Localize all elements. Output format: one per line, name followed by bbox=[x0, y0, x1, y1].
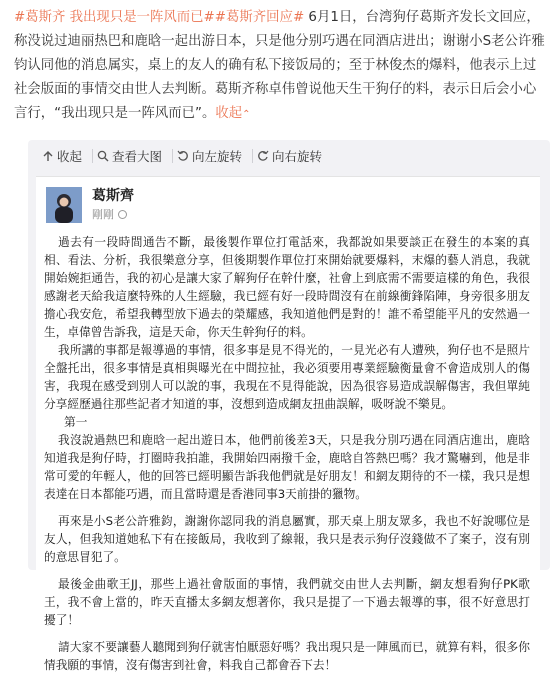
collapse-image-button[interactable] bbox=[38, 149, 93, 163]
post-screenshot-image[interactable] bbox=[36, 176, 540, 672]
collapse-text-link[interactable] bbox=[215, 106, 250, 121]
globe-icon bbox=[118, 210, 127, 219]
screenshot-paragraph: 第一 bbox=[64, 415, 88, 429]
view-large-image-label: 查看大图 bbox=[112, 149, 163, 164]
screenshot-paragraph: 請大家不要讓藝人聽聞到狗仔就害怕厭惡好嗎？我出現只是一陣風而已，就算有料，很多你情我願的事情，沒有傷害到社會，料我自己都會吞下去！ bbox=[44, 640, 530, 672]
screenshot-paragraph: 過去有一段時間通告不斷，最後製作單位打電話來，我都說如果要談正在發生的本案的真相、看法、分析，我很樂意分享，但後期製作單位打來開始就要爆料，末爆的藝人消息，我就開始婉拒通告，我的初心是讓大家了解狗仔在幹什麼，社會上到底需不需要這樣的角色，我很感謝老天給我這麼特殊的人生經驗，我已經有好一段時間沒有在前線衝鋒陷陣，身旁很多朋友擔心我安危，希望我轉型放下過去的榮耀感，我知道他們是對的！誰不希望能平凡的安然過一生，卓偉曾告訴我，這是天命，你天生幹狗仔的料。 bbox=[44, 235, 530, 339]
post-meta bbox=[92, 206, 127, 222]
post-text bbox=[14, 6, 546, 127]
screenshot-paragraph: 再來是小S老公許雅鈞，謝謝你認同我的消息屬實，那天桌上朋友眾多，我也不好說哪位是友人，但我知道她私下有在接飯局，我收到了線報，我只是表示狗仔沒錢做不了案子，沒有別的意思冒犯了。 bbox=[44, 514, 530, 564]
author-name: 葛斯齊 bbox=[92, 188, 134, 204]
rotate-right-button[interactable] bbox=[253, 149, 332, 163]
post-body: 6月1日，台湾狗仔葛斯齐发长文回应，称没说过迪丽热巴和鹿晗一起出游日本，只是他分别巧遇在同酒店进出；谢谢小S老公许雅钧认同他的消息属实，桌上的友人的确有私下接饭局的；至于林俊杰的爆料，他表示上过社会版面的事情交由世人去判断。葛斯齐称卓伟曾说他天生干狗仔的料，表示日后会小心言行，“我出现只是一阵风而已”。 bbox=[14, 10, 545, 121]
media-card bbox=[28, 140, 550, 672]
rotate-right-icon bbox=[257, 150, 269, 162]
view-large-image-button[interactable] bbox=[93, 149, 173, 163]
collapse-link-label: 收起 bbox=[215, 106, 243, 121]
chevron-up-icon: ⌃ bbox=[242, 109, 251, 120]
magnifier-icon bbox=[97, 150, 109, 162]
arrow-up-icon bbox=[42, 150, 54, 162]
post-time: 剛剛 bbox=[92, 208, 114, 221]
screenshot-body-text bbox=[44, 233, 530, 674]
avatar bbox=[46, 187, 82, 223]
rotate-left-label: 向左旋转 bbox=[192, 149, 243, 164]
rotate-left-icon bbox=[177, 150, 189, 162]
screenshot-paragraph: 最後金曲歌王JJ，那些上過社會版面的事情，我們就交由世人去判斷，網友想看狗仔PK歌王，我不會上當的，昨天直播太多網友想著你，我只是提了一下過去報導的事，很不好意思打擾了！ bbox=[44, 577, 530, 627]
screenshot-paragraph: 我所講的事都是報導過的事情，很多事是見不得光的，一見光必有人遭殃，狗仔也不是照片全盤托出，很多事情是真相與曝光在中間拉扯，我必須要用專業經驗衡量會不會造成別人的傷害，我現在感受到別人可以說的事，我現在不見得能說，因為很容易造成誤解傷害，我但單純分享經歷過往那些記者才知道的事，沒想到造成網友扭曲誤解，吸呀說不樂見。 bbox=[44, 343, 530, 411]
image-toolbar bbox=[28, 140, 550, 172]
screenshot-paragraph: 我沒說過熱巴和鹿晗一起出遊日本，他們前後差3天，只是我分別巧遇在同酒店進出，鹿晗知道我是狗仔時，打圈時我拍誰，我開始四兩撥千金，鹿晗自答熱巴嗎？我才驚嚇到，他是非常可愛的年輕人，他的回答已經明顯告訴我他們就是好朋友！和網友期待的不一樣，我只是想表達在日本都能巧遇，而且當時還是香港同事3天前掛的獵物。 bbox=[44, 433, 530, 501]
rotate-right-label: 向右旋转 bbox=[272, 149, 323, 164]
hashtag-links[interactable]: #葛斯齐 我出现只是一阵风而已##葛斯齐回应# bbox=[14, 10, 305, 25]
rotate-left-button[interactable] bbox=[173, 149, 253, 163]
collapse-image-label: 收起 bbox=[57, 149, 83, 164]
